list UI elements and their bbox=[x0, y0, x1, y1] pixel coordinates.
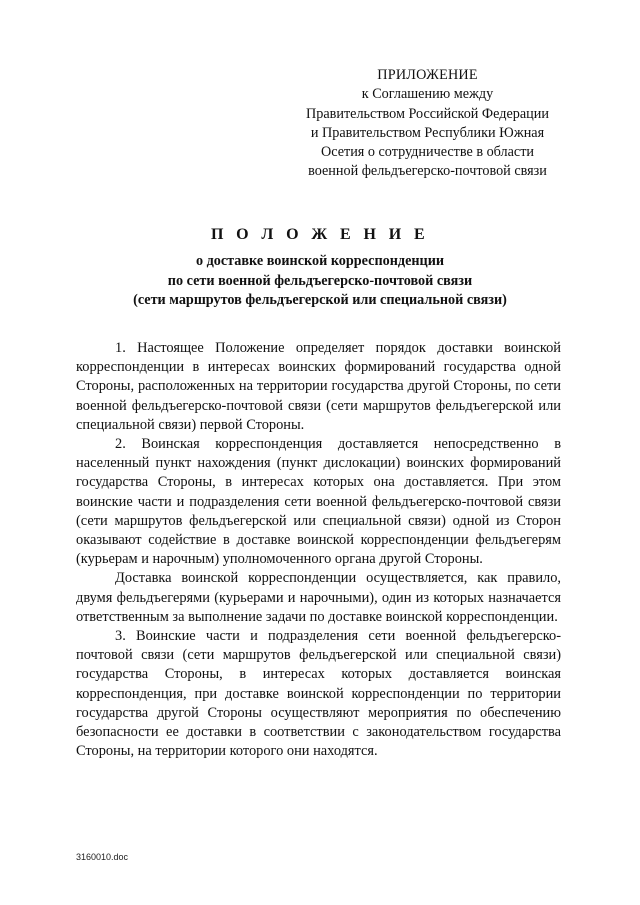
appendix-line: и Правительством Республики Южная bbox=[310, 124, 545, 141]
subtitle-line: о доставке воинской корреспонденции bbox=[195, 253, 445, 269]
document-title: П О Л О Ж Е Н И Е bbox=[210, 226, 430, 243]
footer-file-name: 3160010.doc bbox=[76, 852, 129, 862]
document-subtitle bbox=[0, 252, 640, 311]
appendix-line: военной фельдъегерско-почтовой связи bbox=[308, 163, 547, 180]
paragraph-1: 1. Настоящее Положение определяет порядок доставки воинской корреспонденции в интересах воинских формирований государства одной Стороны, расположенных на территории государства другой Стороны, по сети военной фельдъегерско-почтовой связи (сети маршрутов фельдъегерской или специальной связи) первой Стороны. bbox=[76, 340, 561, 433]
appendix-line: Правительством Российской Федерации bbox=[306, 105, 549, 122]
paragraph-2-continued: Доставка воинской корреспонденции осуществляется, как правило, двумя фельдъегерями (курьерами и нарочными), один из которых назначается ответственным за выполнение задачи по доставке воинской корреспонденции. bbox=[76, 570, 561, 625]
subtitle-line: (сети маршрутов фельдъегерской или специальной связи) bbox=[133, 292, 507, 308]
appendix-heading: ПРИЛОЖЕНИЕ bbox=[377, 67, 478, 83]
document-body bbox=[76, 339, 561, 761]
appendix-line: к Соглашению между bbox=[361, 86, 494, 103]
subtitle-line: по сети военной фельдъегерско-почтовой связи bbox=[167, 272, 473, 289]
appendix-header bbox=[280, 66, 575, 182]
appendix-line: Осетия о сотрудничестве в области bbox=[320, 144, 535, 161]
paragraph-3: 3. Воинские части и подразделения сети военной фельдъегерско-почтовой связи (сети маршрутов фельдъегерской или специальной связи) государства Стороны, в интересах которых доставляется воинская корреспонденция, при доставке воинской корреспонденции по территории государства другой Стороны осуществляют мероприятия по обеспечению безопасности ее доставки в соответствии с законодательством государства Стороны, на территории которого они находятся. bbox=[76, 628, 561, 760]
paragraph-2: 2. Воинская корреспонденция доставляется непосредственно в населенный пункт нахождения (пункт дислокации) воинских формирований государства Стороны, в интересах которых она доставляется. При этом воинские части и подразделения сети военной фельдъегерско-почтовой связи (сети маршрутов фельдъегерской или специальной связи) одной из Сторон оказывают содействие в доставке воинской корреспонденции фельдъегерям (курьерам и нарочным) уполномоченного органа другой Стороны. bbox=[76, 436, 561, 568]
